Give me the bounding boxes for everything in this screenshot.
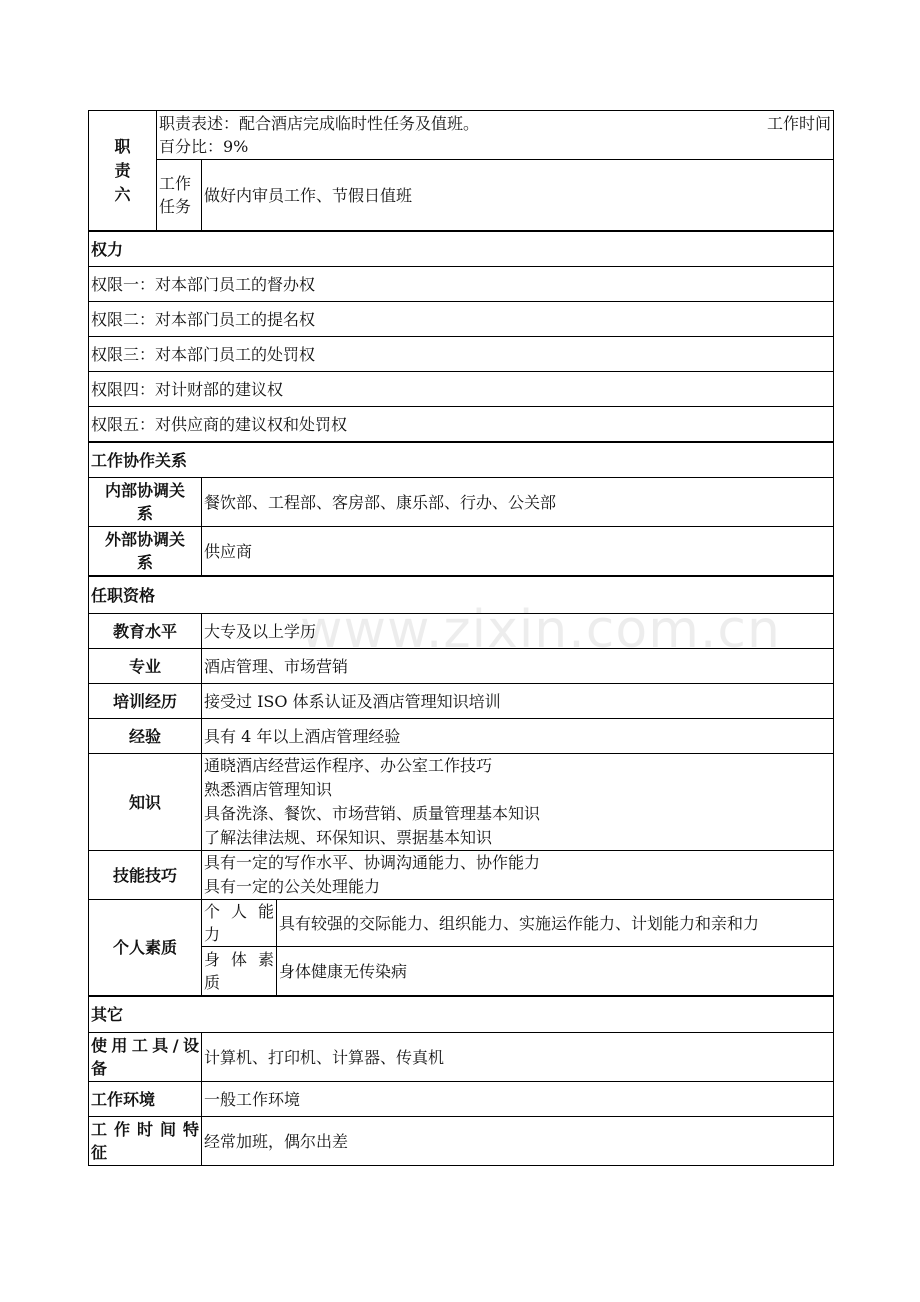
personal-ability-row xyxy=(89,900,834,947)
external-coordination-label: 外部协调关 系 xyxy=(89,527,202,577)
health-label: 身 体 素 质 xyxy=(202,947,277,997)
major-value: 酒店管理、市场营销 xyxy=(202,649,834,684)
authority-item: 权限三：对本部门员工的处罚权 xyxy=(89,337,834,372)
experience-value: 具有 4 年以上酒店管理经验 xyxy=(202,719,834,754)
duty6-time-label: 工作时间 xyxy=(767,114,832,133)
experience-label: 经验 xyxy=(89,719,202,754)
skills-row xyxy=(89,851,834,900)
external-coordination-value: 供应商 xyxy=(202,527,834,577)
education-label: 教育水平 xyxy=(89,614,202,649)
authority-row xyxy=(89,337,834,372)
skills-line: 具有一定的写作水平、协调沟通能力、协作能力 xyxy=(204,853,541,872)
tools-row xyxy=(89,1033,834,1082)
work-time-value: 经常加班，偶尔出差 xyxy=(202,1117,834,1166)
duty6-desc-row xyxy=(89,111,834,160)
knowledge-line: 了解法律法规、环保知识、票据基本知识 xyxy=(204,828,493,847)
external-coordination-row xyxy=(89,527,834,577)
work-time-label: 工 作 时 间 特 征 xyxy=(89,1117,202,1166)
authority-item: 权限五：对供应商的建议权和处罚权 xyxy=(89,407,834,443)
job-description-document xyxy=(88,110,833,1166)
major-label: 专业 xyxy=(89,649,202,684)
job-description-table xyxy=(88,110,834,1166)
skills-label: 技能技巧 xyxy=(89,851,202,900)
experience-row xyxy=(89,719,834,754)
ability-value: 具有较强的交际能力、组织能力、实施运作能力、计划能力和亲和力 xyxy=(277,900,834,947)
duty6-description-cell xyxy=(157,111,834,160)
environment-row xyxy=(89,1082,834,1117)
major-row xyxy=(89,649,834,684)
knowledge-line: 熟悉酒店管理知识 xyxy=(204,780,333,799)
work-time-row xyxy=(89,1117,834,1166)
authority-title-row xyxy=(89,231,834,267)
tools-value: 计算机、打印机、计算器、传真机 xyxy=(202,1033,834,1082)
skills-value xyxy=(202,851,834,900)
education-row xyxy=(89,614,834,649)
duty6-task-text: 做好内审员工作、节假日值班 xyxy=(202,160,834,232)
knowledge-value xyxy=(202,754,834,851)
other-title-row xyxy=(89,996,834,1033)
ability-label: 个 人 能 力 xyxy=(202,900,277,947)
personal-quality-label: 个人素质 xyxy=(89,900,202,997)
watermark: www.zixin.com.cn xyxy=(300,600,781,660)
other-title: 其它 xyxy=(89,996,834,1033)
cooperation-title-row xyxy=(89,442,834,478)
authority-item: 权限二：对本部门员工的提名权 xyxy=(89,302,834,337)
qualifications-title: 任职资格 xyxy=(89,576,834,614)
duty6-task-label: 工作 任务 xyxy=(157,160,202,232)
authority-row xyxy=(89,407,834,443)
authority-row xyxy=(89,302,834,337)
authority-item: 权限四：对计财部的建议权 xyxy=(89,372,834,407)
health-value: 身体健康无传染病 xyxy=(277,947,834,997)
knowledge-row xyxy=(89,754,834,851)
authority-title: 权力 xyxy=(89,231,834,267)
environment-value: 一般工作环境 xyxy=(202,1082,834,1117)
duty6-description: 职责表述：配合酒店完成临时性任务及值班。 xyxy=(159,114,480,133)
training-row xyxy=(89,684,834,719)
authority-row xyxy=(89,372,834,407)
duty6-label: 职 责 六 xyxy=(89,111,157,232)
internal-coordination-label: 内部协调关 系 xyxy=(89,478,202,527)
duty6-percent: 百分比：9% xyxy=(159,137,249,156)
knowledge-line: 通晓酒店经营运作程序、办公室工作技巧 xyxy=(204,756,493,775)
internal-coordination-value: 餐饮部、工程部、客房部、康乐部、行办、公关部 xyxy=(202,478,834,527)
knowledge-line: 具备洗涤、餐饮、市场营销、质量管理基本知识 xyxy=(204,804,541,823)
authority-item: 权限一：对本部门员工的督办权 xyxy=(89,267,834,302)
qualifications-title-row xyxy=(89,576,834,614)
authority-row xyxy=(89,267,834,302)
knowledge-label: 知识 xyxy=(89,754,202,851)
skills-line: 具有一定的公关处理能力 xyxy=(204,877,381,896)
cooperation-title: 工作协作关系 xyxy=(89,442,834,478)
internal-coordination-row xyxy=(89,478,834,527)
education-value: 大专及以上学历 xyxy=(202,614,834,649)
training-value: 接受过 ISO 体系认证及酒店管理知识培训 xyxy=(202,684,834,719)
tools-label: 使用工具/设 备 xyxy=(89,1033,202,1082)
environment-label: 工作环境 xyxy=(89,1082,202,1117)
training-label: 培训经历 xyxy=(89,684,202,719)
duty6-task-row xyxy=(89,160,834,232)
